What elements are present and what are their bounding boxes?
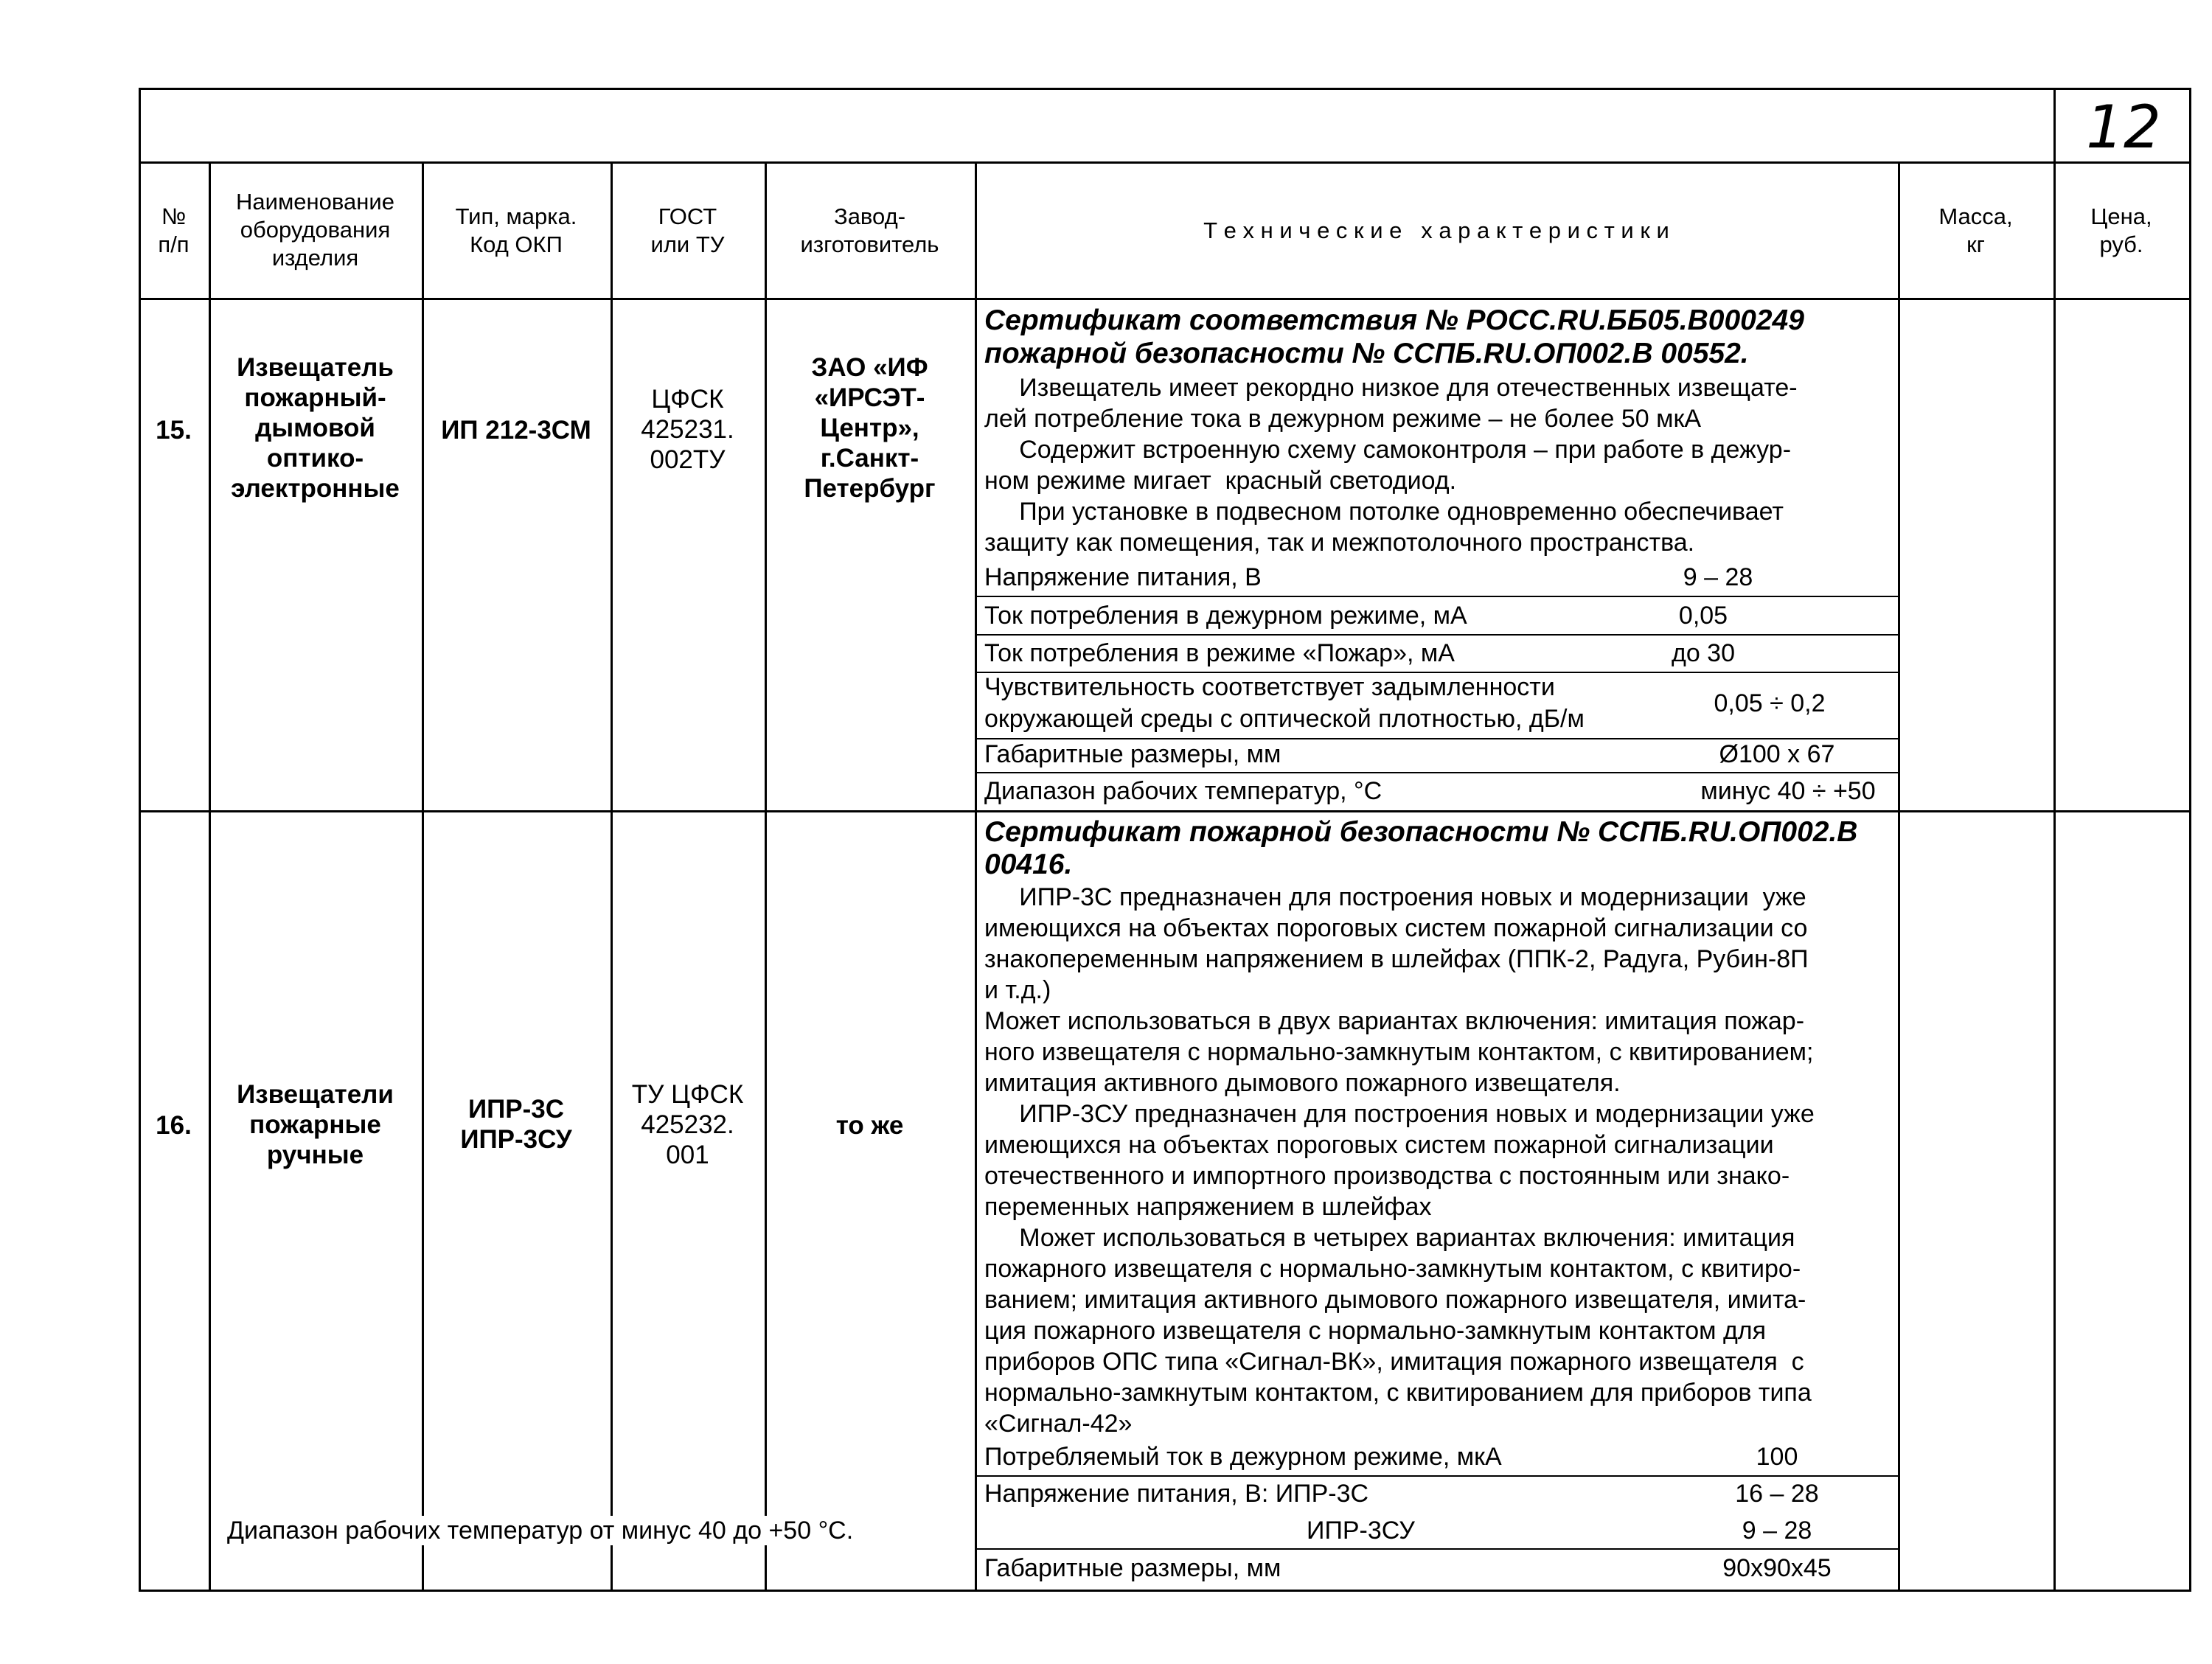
row16-text-b-line: нормально-замкнутым контактом, с квитированием для приборов типа	[984, 1379, 1812, 1407]
row16-text-b-line: имеющихся на объектах пороговых систем пожарной сигнализации	[984, 1131, 1774, 1159]
row16-text-a-line: имитация активного дымового пожарного извещателя.	[984, 1069, 1621, 1097]
row16-text-a-line: имеющихся на объектах пороговых систем пожарной сигнализации со	[984, 914, 1808, 942]
row15-text-line: ном режиме мигает красный светодиод.	[984, 467, 1457, 495]
header-bottom-line	[139, 298, 2191, 300]
header-type: Тип, марка. Код ОКП	[455, 203, 577, 257]
row16-type: ИПР-3С ИПР-3СУ	[460, 1095, 572, 1154]
row15-param-value: 0,05 ÷ 0,2	[1714, 689, 1826, 717]
row16-text-b-line: ванием; имитация активного дымового пожарного извещателя, имита-	[984, 1286, 1806, 1314]
header-price: Цена, руб.	[2090, 203, 2152, 257]
row16-param-value: 100	[1756, 1443, 1798, 1471]
row15-text-line: защиту как помещения, так и межпотолочного пространства.	[984, 529, 1695, 557]
row16-text-b-line: Может использоваться в четырех вариантах включения: имитация	[984, 1224, 1795, 1252]
row16-cert-line2: 00416.	[984, 849, 1073, 880]
row15-param-value: минус 40 ÷ +50	[1700, 777, 1876, 805]
row15-param-label: Ток потребления в дежурном режиме, мА	[984, 602, 1467, 630]
row16-text-b-line: отечественного и импортного производства с постоянным или знако-	[984, 1162, 1790, 1190]
frame-top	[139, 88, 2191, 90]
row15-text-line: Извещатель имеет рекордно низкое для отечественных извещате-	[984, 374, 1798, 402]
param-divider	[975, 634, 1898, 636]
col-line-2	[422, 161, 424, 1591]
row15-cert-line1: Сертификат соответствия № РОСС.RU.ББ05.В000249	[984, 304, 1804, 336]
row16-temperature-note: Диапазон рабочих температур от минус 40 до +50 °С.	[227, 1516, 858, 1545]
page-number-box-left	[2053, 88, 2056, 161]
row15-gost: ЦФСК 425231. 002ТУ	[641, 385, 734, 474]
row15-param-label: Габаритные размеры, мм	[984, 740, 1281, 768]
row16-text-b-line: ция пожарного извещателя с нормально-замкнутым контактом для	[984, 1317, 1767, 1345]
row15-text-line: лей потребление тока в дежурном режиме – не более 50 мкА	[984, 405, 1702, 433]
row16-param-label: ИПР-3СУ	[1307, 1517, 1415, 1545]
row15-param-label-2: окружающей среды с оптической плотностью, дБ/м	[984, 705, 1585, 733]
row16-text-b-line: переменных напряжением в шлейфах	[984, 1193, 1432, 1221]
row15-text-line: При установке в подвесном потолке одновременно обеспечивает	[984, 498, 1784, 526]
row15-num: 15.	[156, 416, 192, 445]
row15-cert-line2: пожарной безопасности № ССПБ.RU.ОП002.В 00552.	[984, 338, 1749, 369]
row-divider-15-16	[139, 810, 2191, 812]
row15-param-label: Напряжение питания, В	[984, 563, 1262, 591]
param-divider	[975, 1548, 1898, 1550]
row16-param-value: 90х90х45	[1722, 1554, 1832, 1582]
header-mass: Масса, кг	[1938, 203, 2013, 257]
row16-text-a-line: знакопеременным напряжением в шлейфах (ППК-2, Радуга, Рубин-8П	[984, 945, 1809, 973]
row16-gost: ТУ ЦФСК 425232. 001	[631, 1080, 744, 1169]
row15-param-value: 0,05	[1678, 602, 1728, 630]
row15-param-value: до 30	[1671, 639, 1735, 667]
param-divider	[975, 772, 1898, 773]
row16-text-b-line: «Сигнал-42»	[984, 1410, 1133, 1438]
col-line-7	[2053, 161, 2056, 1591]
row16-num: 16.	[156, 1111, 192, 1140]
row15-param-value: Ø100 х 67	[1719, 740, 1835, 768]
page-number: 12	[2086, 93, 2161, 161]
row16-text-b-line: ИПР-3СУ предназначен для построения новых и модернизации уже	[984, 1100, 1815, 1128]
row16-text-b-line: приборов ОПС типа «Сигнал-ВК», имитация пожарного извещателя с	[984, 1348, 1804, 1376]
row16-text-a-line: ного извещателя с нормально-замкнутым контактом, с квитированием;	[984, 1038, 1814, 1066]
col-line-3	[611, 161, 613, 1591]
row16-param-label: Габаритные размеры, мм	[984, 1554, 1281, 1582]
header-top-line	[139, 161, 2191, 164]
col-line-6	[1898, 161, 1900, 1591]
header-gost: ГОСТ или ТУ	[650, 203, 725, 257]
row16-param-label: Потребляемый ток в дежурном режиме, мкА	[984, 1443, 1502, 1471]
row15-param-label: Ток потребления в режиме «Пожар», мА	[984, 639, 1455, 667]
row15-maker: ЗАО «ИФ «ИРСЭТ- Центр», г.Санкт- Петербург	[804, 353, 936, 503]
row16-param-value: 16 – 28	[1735, 1480, 1819, 1508]
row16-param-label: Напряжение питания, В: ИПР-3С	[984, 1480, 1369, 1508]
row15-name: Извещатель пожарный- дымовой оптико- электронные	[231, 353, 400, 503]
frame-left	[139, 88, 141, 1592]
row16-text-a-line: и т.д.)	[984, 976, 1051, 1004]
param-divider	[975, 596, 1898, 597]
frame-bottom	[139, 1590, 2191, 1592]
param-divider	[975, 1475, 1898, 1477]
row16-cert-line1: Сертификат пожарной безопасности № ССПБ.RU.ОП002.В	[984, 816, 1858, 848]
row15-param-value: 9 – 28	[1683, 563, 1753, 591]
row15-param-label: Диапазон рабочих температур, °С	[984, 777, 1382, 805]
row16-name: Извещатели пожарные ручные	[237, 1080, 394, 1169]
row15-text-line: Содержит встроенную схему самоконтроля – при работе в дежур-	[984, 436, 1792, 464]
row16-maker: то же	[835, 1111, 904, 1140]
row16-text-a-line: Может использоваться в двух вариантах включения: имитация пожар-	[984, 1007, 1805, 1035]
row15-param-label: Чувствительность соответствует задымленности	[984, 673, 1555, 701]
row15-type: ИП 212-3СМ	[441, 416, 591, 445]
header-name: Наименование оборудования изделия	[236, 189, 394, 271]
header-tech: Т е х н и ч е с к и е х а р а к т е р и с т и к и	[1203, 217, 1669, 243]
row16-text-b-line: пожарного извещателя с нормально-замкнутым контактом, с квитиро-	[984, 1255, 1801, 1283]
col-line-5	[975, 161, 977, 1591]
row16-param-value: 9 – 28	[1742, 1517, 1812, 1545]
frame-right	[2189, 88, 2191, 1592]
header-num: № п/п	[158, 203, 189, 257]
row16-text-a-line: ИПР-3С предназначен для построения новых и модернизации уже	[984, 883, 1806, 911]
header-maker: Завод- изготовитель	[800, 203, 939, 257]
